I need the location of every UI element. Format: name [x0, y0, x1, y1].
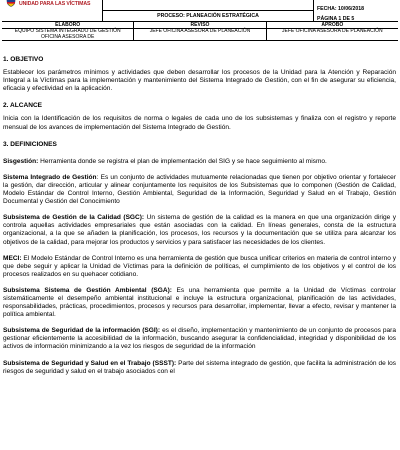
- section-heading: 2. ALCANCE: [3, 102, 43, 110]
- definition-item: [3, 158, 396, 166]
- document-header: [2, 0, 398, 41]
- logo-text: UNIDAD PARA LAS VÍCTIMAS: [19, 1, 91, 7]
- definition-item: [3, 360, 396, 376]
- definition-text: Herramienta donde se registra el plan de implementación del SIG y se hace seguimiento al mismo.: [38, 157, 327, 165]
- definition-term: Sisgestión:: [3, 157, 39, 165]
- section-paragraph: Inicia con la Identificación de los requisitos de norma o legales de cada uno de los subsistemas y finaliza con el registro y reporte mensual de los avances de implementación del Sistema Integrado de Gestión.: [3, 115, 396, 131]
- definition-text: : Es un conjunto de actividades mutuamente relacionadas que tienen por objetivo orientar y fortalecer la gestión, dar dirección, articular y alinear conjuntamente los requisitos de los Subsistemas que lo componen (Gestión de Calidad, Modelo Estándar de Control Interno, Gestión Ambiental, Seguridad de la Información, Seguridad y Salud en el Trabajo, Gestión Documental y Gestión del Conocimiento: [3, 173, 397, 206]
- section-paragraph: Establecer los parámetros mínimos y actividades que deben desarrollar los procesos de la Unidad para la Atención y Reparación Integral a la Víctimas para la implementación y mantenimiento del Sistema Integrado de Gestión, con el fin de asegurar su eficiencia, eficacia y efectividad en la aplicación.: [3, 69, 396, 93]
- section-heading: 1. OBJETIVO: [3, 56, 44, 63]
- definition-term: MECI:: [3, 254, 22, 262]
- approval-column-reviso: [133, 22, 265, 40]
- definition-text: Un sistema de gestión de la calidad es la manera en que una organización dirige y controla aquellas actividades empresariales que están asociadas con la calidad. En líneas generales, consta de la estructura organizacional, a la que se añaden la planificación, los procesos, los recursos y la documentación que se utiliza para alcanzar los objetivos de la calidad, para mejorar los productos y servicios y para satisfacer las necesidades de los clientes.: [3, 214, 396, 246]
- definition-term: Subsistema de Seguridad de la información (SGI):: [3, 327, 161, 335]
- definition-text: Parte del sistema integrado de gestión, que facilita la administración de los riesgos de seguridad y salud en el trabajo asociados con el: [3, 359, 397, 375]
- definition-term: Subsistema Sistema de Gestión Ambiental (SGA):: [3, 286, 172, 294]
- definition-text: Es una herramienta que permite a la Unidad de Víctimas controlar sistemáticamente el desempeño ambiental institucional e incluye la estructura organizacional, planificación de las actividades, responsabilidades, prácticas, procedimientos, procesos y recursos para desarrollar, implementar, llevar a efecto, revisar y mantener la política ambiental.: [3, 286, 396, 319]
- column-value: EQUIPO SISTEMA INTEGRADO DE GESTIÓN OFICINA ASESORA DE: [14, 28, 121, 40]
- definition-text: es el diseño, implementación y mantenimiento de un conjunto de procesos para gestionar eficientemente la accesibilidad de la información, buscando asegurar la confidencialidad, integridad y disponibilidad de los activos de información minimizando a la vez los riesgos de seguridad de la información: [3, 327, 397, 351]
- definition-term: Sistema Integrado de Gestión: [3, 173, 97, 181]
- definition-item: [3, 255, 396, 279]
- column-value: JEFE OFICINA ASESORA DE PLANEACIÓN: [282, 28, 383, 34]
- document-body: [3, 55, 396, 376]
- definition-term: Subsistema de Seguridad y Salud en el Trabajo (SSST):: [3, 359, 177, 367]
- section-heading: 3. DEFINICIONES: [3, 140, 57, 148]
- document-title: [103, 0, 313, 1]
- approval-table: [2, 21, 398, 41]
- header-meta-cell: [314, 0, 398, 21]
- definition-item: [3, 287, 396, 319]
- page-label: PÁGINA 1 DE 5: [317, 16, 355, 22]
- date-label: FECHA: 10/06/2018: [317, 6, 364, 12]
- definition-term: Subsistema de Gestión de la Calidad (SGC):: [3, 214, 145, 222]
- definition-item: [3, 214, 396, 246]
- definition-item: [3, 174, 396, 206]
- coat-of-arms-icon: [6, 0, 16, 7]
- logo: [2, 0, 102, 21]
- process-label: PROCESO: PLANEACIÓN ESTRATÉGICA: [103, 10, 313, 20]
- column-value: JEFE OFICINA ASESORA DE PLANEACIÓN: [149, 28, 251, 34]
- column-head: ELABORÓ: [2, 22, 133, 29]
- header-title-cell: [102, 0, 314, 21]
- definition-item: [3, 327, 396, 351]
- column-head: REVISÓ: [134, 22, 265, 29]
- approval-column-aprobo: [266, 22, 398, 40]
- approval-column-elaboro: [2, 22, 133, 40]
- definition-text: El Modelo Estándar de Control Interno es una herramienta de gestión que busca unificar criterios en materia de control interno y que debe seguir y aplicar la Unidad de Víctimas para la definición de políticas, el cumplimiento de los objetivos y el control de los procesos realizados en su quehacer cotidiano.: [3, 254, 396, 278]
- column-head: APROBÓ: [267, 22, 398, 29]
